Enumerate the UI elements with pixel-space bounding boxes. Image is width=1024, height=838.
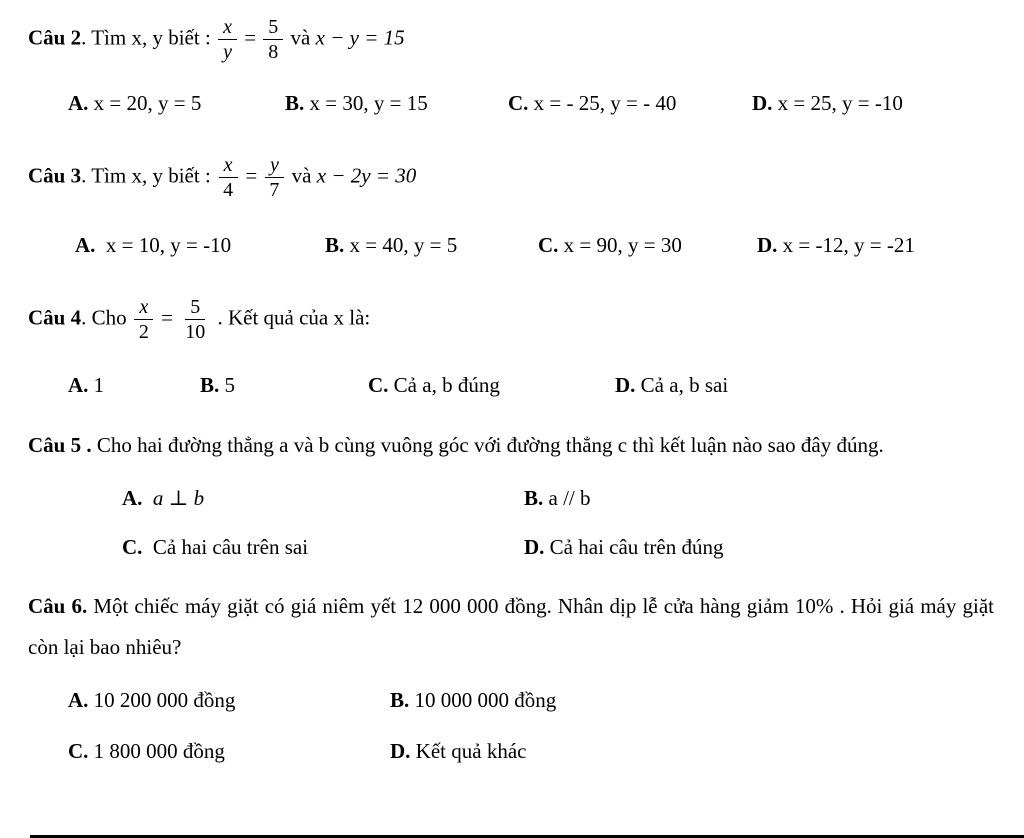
fraction-5-over-10	[180, 296, 210, 343]
option-d	[390, 739, 994, 764]
option-text: a // b	[548, 485, 591, 510]
option-text: Kết quả khác	[415, 738, 527, 763]
fraction-numerator: x	[219, 154, 238, 178]
fraction-5-over-8	[263, 16, 283, 63]
question-2-stem	[28, 14, 994, 65]
option-d	[757, 233, 994, 258]
option-key: C.	[368, 373, 389, 397]
option-c	[538, 233, 757, 258]
option-text: Cả a, b sai	[640, 373, 729, 397]
option-key: A.	[75, 233, 96, 257]
option-text: Cả hai câu trên sai	[152, 534, 309, 559]
fraction-x-over-4	[218, 154, 238, 201]
option-text: x = 20, y = 5	[93, 91, 202, 115]
equals-sign: =	[161, 305, 173, 330]
question-3-intro: . Tìm x, y biết :	[81, 163, 211, 188]
equals-sign: =	[244, 25, 257, 50]
equals-sign: =	[245, 163, 258, 188]
fraction-x-over-y	[218, 16, 237, 63]
question-4-intro: . Cho	[81, 305, 127, 330]
question-2-condition: x − y = 15	[315, 25, 405, 50]
question-4-suffix: . Kết quả của x là:	[217, 305, 371, 330]
question-5-label: Câu 5 .	[28, 433, 92, 457]
question-5-options	[122, 486, 994, 560]
question-5-text: Cho hai đường thẳng a và b cùng vuông góc với đường thẳng c thì kết luận nào sao đây đúng.	[96, 433, 884, 457]
option-b	[325, 233, 538, 258]
question-6-options	[68, 688, 994, 764]
option-key: C.	[508, 91, 529, 115]
fraction-denominator: 10	[185, 321, 206, 343]
fraction-numerator: 5	[185, 296, 205, 320]
fraction-denominator: 4	[223, 179, 234, 201]
option-key: A.	[68, 373, 89, 397]
option-key: A.	[68, 91, 89, 115]
conjunction: và	[291, 163, 312, 188]
option-key: A.	[68, 687, 89, 712]
option-a	[68, 91, 285, 116]
option-text: Cả hai câu trên đúng	[549, 534, 724, 559]
option-key: D.	[524, 534, 545, 559]
option-d	[752, 91, 994, 116]
question-6-text: Một chiếc máy giặt có giá niêm yết 12 000 000 đồng. Nhân dịp lễ cửa hàng giảm 10% . Hỏi giá máy giặt còn lại bao nhiêu?	[28, 593, 994, 659]
option-d	[524, 535, 994, 560]
question-6-label: Câu 6.	[28, 593, 88, 618]
option-key: D.	[390, 738, 411, 763]
option-d	[615, 373, 994, 398]
option-key: B.	[524, 485, 544, 510]
option-text: Cả a, b đúng	[393, 373, 500, 397]
option-key: D.	[757, 233, 778, 257]
fraction-numerator: y	[265, 154, 284, 178]
fraction-denominator: 7	[269, 179, 280, 201]
question-2-options	[68, 91, 994, 116]
option-a	[75, 233, 325, 258]
fraction-denominator: 8	[268, 41, 279, 63]
option-text: 5	[224, 373, 236, 397]
fraction-denominator: 2	[138, 321, 149, 343]
option-text: x = 30, y = 15	[309, 91, 428, 115]
option-a	[122, 486, 524, 511]
question-3-stem	[28, 152, 994, 203]
option-key: D.	[615, 373, 636, 397]
fraction-numerator: 5	[263, 16, 283, 40]
option-text: 10 200 000 đồng	[93, 687, 236, 712]
option-key: B.	[390, 687, 410, 712]
question-2-label: Câu 2	[28, 25, 82, 50]
question-4-options	[68, 373, 994, 398]
question-3-label: Câu 3	[28, 163, 82, 188]
option-b	[390, 688, 994, 713]
option-key: D.	[752, 91, 773, 115]
question-5-stem	[28, 428, 994, 464]
option-key: A.	[122, 485, 143, 510]
question-3-options	[75, 233, 994, 258]
option-a	[68, 688, 390, 713]
question-3-condition: x − 2y = 30	[316, 163, 417, 188]
option-text: x = - 25, y = - 40	[533, 91, 677, 115]
option-b	[524, 486, 994, 511]
option-text: x = 40, y = 5	[349, 233, 458, 257]
question-4-stem	[28, 294, 994, 345]
option-text: 1	[93, 373, 105, 397]
option-c	[122, 535, 524, 560]
option-text: x = 10, y = -10	[105, 233, 232, 257]
fraction-denominator: y	[223, 41, 232, 63]
fraction-x-over-2	[134, 296, 154, 343]
fraction-numerator: x	[218, 16, 237, 40]
option-c	[508, 91, 752, 116]
option-key: C.	[68, 738, 89, 763]
option-text: x = -12, y = -21	[782, 233, 915, 257]
conjunction: và	[290, 25, 311, 50]
option-b	[200, 373, 368, 398]
option-key: B.	[285, 91, 305, 115]
option-text: x = 25, y = -10	[777, 91, 903, 115]
fraction-numerator: x	[134, 296, 153, 320]
option-c	[368, 373, 615, 398]
question-4-label: Câu 4	[28, 305, 82, 330]
option-text: 10 000 000 đồng	[414, 687, 557, 712]
option-a	[68, 373, 200, 398]
option-text: a ⊥ b	[152, 485, 205, 510]
question-6-stem	[28, 586, 994, 668]
option-key: C.	[538, 233, 559, 257]
fraction-y-over-7	[264, 154, 284, 201]
option-text: 1 800 000 đồng	[93, 738, 225, 763]
option-key: B.	[200, 373, 220, 397]
option-text: x = 90, y = 30	[563, 233, 682, 257]
option-c	[68, 739, 390, 764]
option-key: C.	[122, 534, 143, 559]
option-key: B.	[325, 233, 345, 257]
question-2-intro: . Tìm x, y biết :	[81, 25, 211, 50]
option-b	[285, 91, 508, 116]
